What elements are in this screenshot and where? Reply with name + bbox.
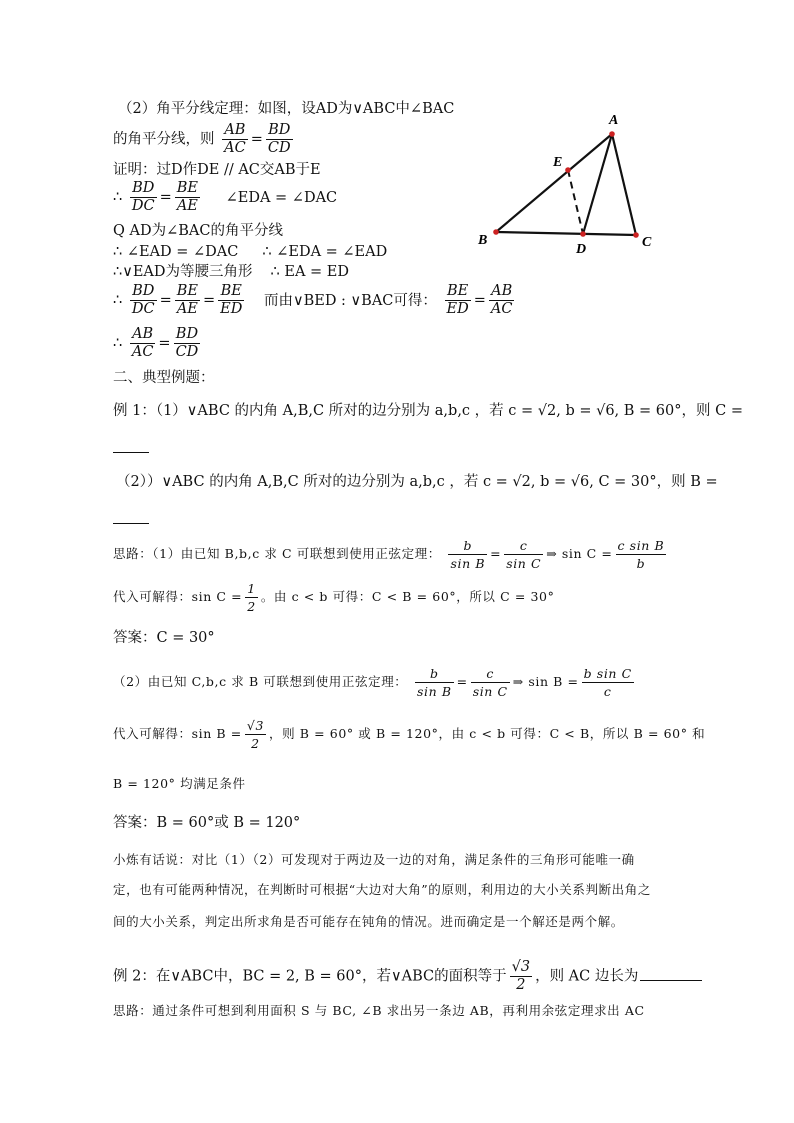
point-d [580, 231, 586, 237]
section-title: 二、典型例题： [113, 370, 215, 386]
proof-conclusion: ∴ $\frac{AB}{AC}$ = $\frac{BD}{CD}$ [113, 326, 199, 360]
solution-2-line-2: 代入可解得：sin B = $\frac{√3}{2}$ ，则 B = 60° 或 B = 120°，由 c < b 可得：C < B，所以 B = 60° 和 [113, 718, 706, 751]
note-line-3: 间的大小关系，判定出所求角是否可能存在钝角的情况。进而确定是一个解还是两个解。 [113, 914, 624, 929]
theorem-line-1: （2）角平分线定理：如图，设AD为∨ABC中∠BAC [118, 101, 455, 117]
answer-2: 答案：B = 60°或 B = 120° [113, 815, 301, 831]
point-e [565, 167, 571, 173]
point-c [633, 232, 639, 238]
segment-de-dashed [568, 170, 583, 234]
note-line-2: 定，也有可能两种情况，在判断时可根据“大边对大角”的原则，利用边的大小关系判断出角之 [113, 882, 651, 897]
side-ac [612, 134, 636, 235]
point-b [493, 229, 499, 235]
example-1-question-2: （2））∨ABC 的内角 A,B,C 所对的边分别为 a,b,c ，若 c = √2, b = √6, C = 30°，则 B = [116, 474, 718, 490]
segment-ad [583, 134, 612, 234]
solution-2-line-1: （2）由已知 C,b,c 求 B 可联想到使用正弦定理： $\frac{b}{\text{sin B}}$ = $\frac{c}{\text{sin C}}$ ⇒ sin B = $\frac{\text{b sin C}}{c}$ [113, 666, 632, 699]
example-2-solution: 思路：通过条件可想到利用面积 S 与 BC, ∠B 求出另一条边 AB，再利用余弦定理求出 AC [113, 1003, 645, 1018]
side-bc [496, 232, 636, 235]
solution-2-line-3: B = 120° 均满足条件 [113, 776, 246, 791]
fraction-ab-ac: $\frac{AB}{AC}$ [224, 122, 246, 156]
answer-1: 答案：C = 30° [113, 630, 215, 646]
example-1-question-1: 例 1：（1）∨ABC 的内角 A,B,C 所对的边分别为 a,b,c ，若 c = √2, b = √6, B = 60°，则 C = [113, 403, 743, 419]
triangle-diagram [470, 108, 685, 258]
fraction-bd-cd: $\frac{BD}{CD}$ [267, 122, 291, 156]
label-e: E [553, 155, 563, 170]
note-line-1: 小炼有话说：对比（1）（2）可发现对于两边及一边的对角，满足条件的三角形可能唯一确 [113, 852, 635, 867]
answer-blank-2 [113, 509, 149, 530]
example-2-question: 例 2：在∨ABC中，BC = 2, B = 60°，若∨ABC的面积等于 $\frac{√3}{2}$ ，则 AC 边长为 [113, 959, 702, 994]
theorem-line-2: 的角平分线，则 $\frac{AB}{AC}$ = $\frac{BD}{CD}$ [113, 122, 291, 156]
proof-line-1: 证明：过D作DE // AC交AB于E [113, 162, 321, 178]
label-d: D [576, 242, 587, 257]
label-b: B [478, 233, 488, 248]
answer-blank-1 [113, 438, 149, 459]
proof-line-3: Q AD为∠BAC的角平分线 [113, 223, 283, 239]
side-ba [496, 134, 612, 232]
point-a [609, 131, 615, 137]
solution-1-line-1: 思路：（1）由已知 B,b,c 求 C 可联想到使用正弦定理： $\frac{b}{\text{sin B}}$ = $\frac{c}{\text{sin C}}$ ⇒ sin C = $\frac{\text{c sin B}}{b}$ [113, 538, 665, 571]
proof-line-4: ∴ ∠EAD = ∠DAC ∴ ∠EDA = ∠EAD [113, 244, 388, 260]
label-a: A [609, 113, 619, 128]
proof-line-2: ∴ $\frac{BD}{DC}$ = $\frac{BE}{AE}$ ∠EDA = ∠DAC [113, 180, 338, 214]
proof-line-5: ∴∨EAD为等腰三角形 ∴ EA = ED [113, 264, 349, 280]
proof-line-6: ∴ $\frac{BD}{DC}$ = $\frac{BE}{AE}$ = $\frac{BE}{ED}$ 而由∨BED : ∨BAC可得： $\frac{BE}{ED}$ = $\frac{AB}{AC}$ [113, 283, 513, 317]
solution-1-line-2: 代入可解得：sin C = $\frac{1}{2}$ 。由 c < b 可得：C < B = 60°，所以 C = 30° [113, 581, 555, 614]
label-c: C [642, 235, 652, 250]
